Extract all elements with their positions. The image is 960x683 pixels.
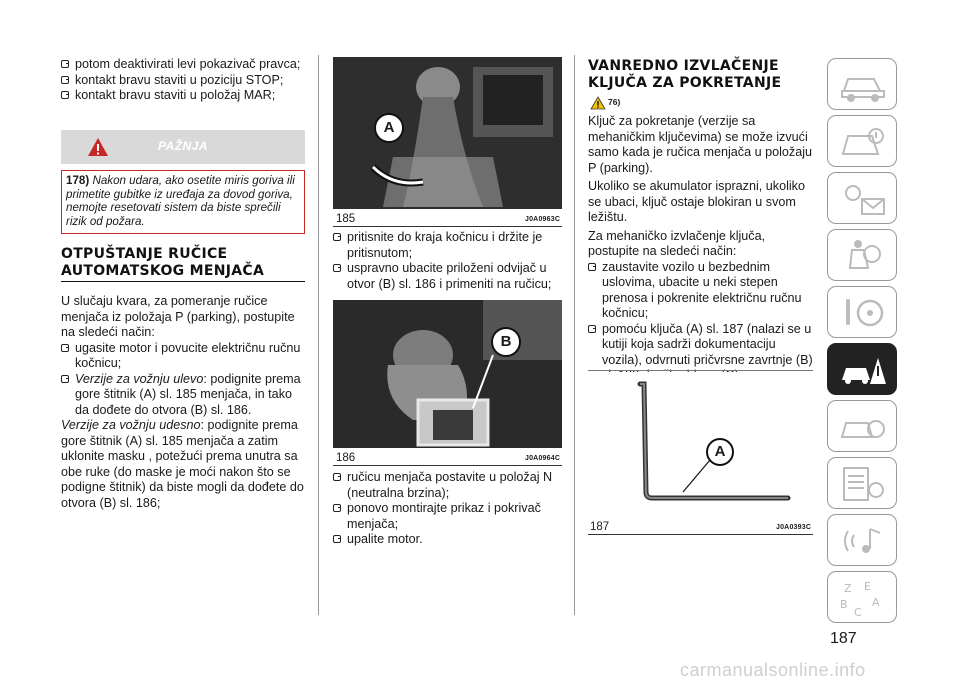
tab-technical-data[interactable] bbox=[827, 457, 897, 509]
tab-dashboard-info[interactable] bbox=[827, 115, 897, 167]
figure-code: J0A0393C bbox=[776, 524, 812, 531]
warning-title: PAŽNJA bbox=[157, 139, 209, 153]
bullet-item: zaustavite vozilo u bezbednim uslovima, ubacite u neki stepen prenosa i pokrenite električnu ručnu kočnicu; bbox=[588, 260, 813, 322]
caution-triangle-icon bbox=[590, 96, 606, 110]
section-heading: VANREDNO IZVLAČENJE bbox=[588, 58, 779, 74]
column-1 bbox=[61, 57, 305, 104]
safety-airbag-icon bbox=[838, 236, 888, 276]
key-tool-illustration bbox=[588, 372, 813, 518]
paragraph: U slučaju kvara, za pomeranje ručice menjača iz položaja P (parking), postupite na sledeći način: bbox=[61, 294, 295, 339]
col2-steps-2 bbox=[333, 470, 562, 548]
column-divider bbox=[318, 55, 319, 615]
bullet-item: potom deaktivirati levi pokazivač pravca; bbox=[61, 57, 305, 73]
svg-text:C: C bbox=[854, 606, 862, 618]
gear-lever-illustration bbox=[333, 57, 562, 209]
bullet-item: kontakt bravu staviti u položaj MAR; bbox=[61, 88, 305, 104]
dashboard-info-icon bbox=[838, 122, 888, 162]
tab-emergency[interactable] bbox=[827, 343, 897, 395]
technical-data-icon bbox=[838, 464, 888, 504]
warning-number: 178) bbox=[66, 174, 90, 187]
reference-number: 76) bbox=[608, 97, 621, 107]
figure-rule bbox=[333, 226, 562, 227]
svg-text:B: B bbox=[840, 598, 848, 611]
bullet-item: upalite motor. bbox=[333, 532, 562, 548]
paragraph bbox=[61, 418, 305, 511]
figure-number: 187 bbox=[590, 521, 610, 533]
figure-187-key bbox=[588, 372, 813, 518]
figure-rule bbox=[588, 534, 813, 535]
bullet-item: ručicu menjača postavite u položaj N (neutralna brzina); bbox=[333, 470, 562, 501]
car-overview-icon bbox=[838, 65, 888, 105]
figure-callout-label: A bbox=[714, 443, 726, 460]
paragraph: Za mehaničko izvlačenje ključa, postupite na sledeći način: bbox=[588, 228, 766, 258]
paragraph: Ključ za pokretanje (verzije sa mehaničkim ključevima) se može izvući samo kada je ručica menjača u položaju P (parking). bbox=[588, 114, 813, 175]
svg-text:Z: Z bbox=[844, 582, 852, 595]
warning-text: Nakon udara, ako osetite miris goriva ili primetite gubitke iz uređaja za dovod goriva, nemojte resetovati sistem da biste sprečili rizik od požara. bbox=[66, 174, 295, 228]
page-number: 187 bbox=[830, 630, 857, 647]
watermark: carmanualsonline.info bbox=[680, 660, 866, 680]
svg-text:E: E bbox=[864, 580, 871, 593]
tab-lights-mail[interactable] bbox=[827, 172, 897, 224]
bullet-text: : podignite prema gore štitnik (A) sl. 185 menjača, in tako da dođete do otvora (B) sl. 186. bbox=[75, 371, 301, 417]
gear-shifter-opening-illustration bbox=[333, 300, 562, 448]
figure-callout-label: A bbox=[383, 119, 395, 136]
tab-car-overview[interactable] bbox=[827, 58, 897, 110]
italic-term: Verzije za vožnju udesno bbox=[61, 418, 201, 432]
figure-number: 186 bbox=[336, 452, 356, 464]
figure-185-photo bbox=[333, 57, 562, 209]
paragraph-text: : podignite prema gore štitnik (A) sl. 185 menjača a zatim uklonite masku , potežući prema unutra sa obe ruke (do maske je moći nakon što se podigne štitnik) da biste mogli da dođete do otvora (B) sl. 186; bbox=[61, 418, 304, 510]
tab-multimedia[interactable] bbox=[827, 514, 897, 566]
maintenance-icon bbox=[838, 407, 888, 447]
reference-row bbox=[588, 92, 813, 114]
figure-rule bbox=[333, 465, 562, 466]
tab-index-letters[interactable] bbox=[827, 571, 897, 623]
multimedia-icon bbox=[838, 521, 888, 561]
italic-term: Verzije za vožnju ulevo bbox=[75, 371, 204, 386]
warning-body bbox=[61, 170, 305, 234]
bullet-item: ugasite motor i povucite električnu ručnu kočnicu; bbox=[61, 341, 305, 372]
bullet-item: pomoću ključa (A) sl. 187 (nalazi se u kutiji koja sadrži dokumentaciju vozila), odvrnuti pričvrsne zavrtnje (B) bbox=[588, 322, 813, 384]
bullet-item: uspravno ubacite priloženi odvijač u otvor (B) sl. 186 i primeniti na ručicu; bbox=[333, 261, 562, 292]
bullet-item bbox=[61, 372, 305, 419]
bullet-item: pritisnite do kraja kočnicu i držite je pritisnutom; bbox=[333, 230, 562, 261]
index-letters-icon bbox=[838, 578, 888, 618]
section-heading: KLJUČA ZA POKRETANJE bbox=[588, 75, 782, 91]
warning-header bbox=[61, 130, 305, 164]
col2-steps-1 bbox=[333, 230, 562, 292]
tab-steering-key[interactable] bbox=[827, 286, 897, 338]
tab-safety-airbag[interactable] bbox=[827, 229, 897, 281]
figure-top-rule bbox=[588, 370, 813, 371]
section-heading: AUTOMATSKOG MENJAČA bbox=[61, 263, 305, 282]
figure-186-photo bbox=[333, 300, 562, 448]
section-gear-release bbox=[61, 246, 305, 511]
paragraph: Ukoliko se akumulator isprazni, ukoliko se ubaci, ključ ostaje blokiran u svom ležištu. bbox=[588, 179, 805, 224]
section-key-release bbox=[588, 58, 813, 384]
tab-maintenance[interactable] bbox=[827, 400, 897, 452]
steering-key-icon bbox=[838, 293, 888, 333]
figure-code: J0A0963C bbox=[525, 216, 561, 223]
bullet-item: ponovo montirajte prikaz i pokrivač menjača; bbox=[333, 501, 562, 532]
svg-text:A: A bbox=[872, 596, 880, 609]
lights-mail-icon bbox=[838, 179, 888, 219]
figure-code: J0A0964C bbox=[525, 455, 561, 462]
figure-callout-label: B bbox=[500, 333, 512, 350]
figure-number: 185 bbox=[336, 213, 356, 225]
section-heading: OTPUŠTANJE RUČICE bbox=[61, 246, 228, 262]
bullet-item: kontakt bravu staviti u poziciju STOP; bbox=[61, 73, 305, 89]
warning-box bbox=[61, 130, 305, 234]
emergency-icon bbox=[838, 350, 888, 390]
column-divider bbox=[574, 55, 575, 615]
